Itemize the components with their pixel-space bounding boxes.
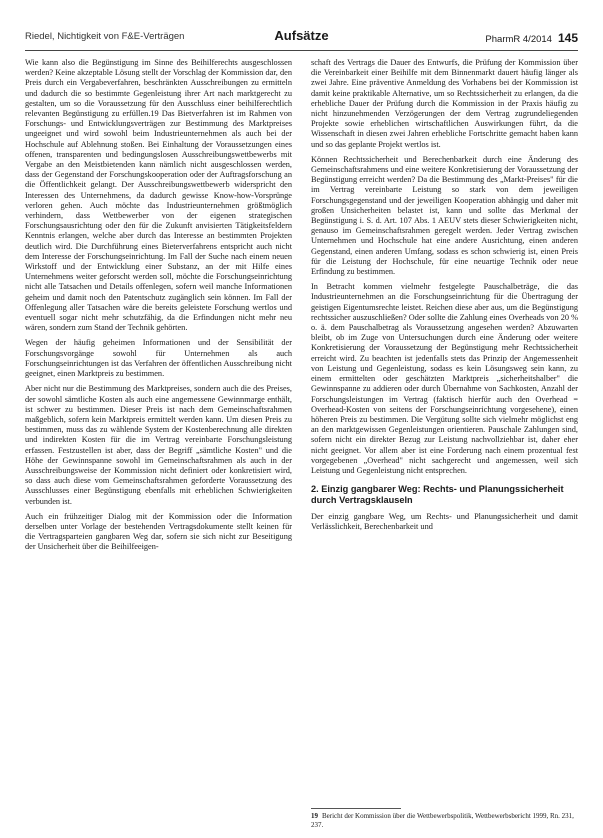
paragraph: Aber nicht nur die Bestimmung des Marktpreises, sondern auch die des Preises, der sowohl sämtliche Kosten als auch eine angemessene Gewinnmarge enthält, ist schwer zu bestimmen. Dieser Preis ist nach dem Gemeinschaftsrahmen maßgeblich, sofern kein Marktpreis ermittelt werden kann. Um diesen Preis zu bestimmen, muss das zu wählende System der Kostenberechnung alle direkten und indirekten Kosten für die im Vertrag vereinbarte Forschungsleistung erfassen. Festzustellen ist aber, dass der Begriff „sämtliche Kosten" und die Höhe der Gewinnspanne sowohl im Gemeinschaftsrahmen als auch in der Ausschreibungsweise der Kommission nicht definiert oder konkretisiert wird, so dass auch diese vom Gemeinschaftsrahmen geforderte Voraussetzung des Ausschlusses einer Begünstigung ebenfalls mit erheblichen Schwierigkeiten verbunden ist. <box>25 384 292 506</box>
left-column <box>25 58 292 558</box>
paragraph: In Betracht kommen vielmehr festgelegte Pauschalbeträge, die das Industrieunternehmen an die Forschungseinrichtung für die Übertragung der geistigen Eigentumsrechte leistet. Reichen diese aber aus, um die Begünstigung rechtssicher auszuschließen? Oder sollte die Zahlung eines Overheads von 20 % o. ä. dem Pauschalbetrag als Voraussetzung angesehen werden? Abzuwarten bleibt, ob im Zuge von Untersuchungen durch eine Änderung oder weitere Konkretisierung der Voraussetzung der Begünstigung mehr Rechtssicherheit erreicht wird. Zu beachten ist jedenfalls stets das Prinzip der Angemessenheit von Leistung und Gegenleistung, sodass es kein Lösungsweg sein kann, zu einem ermittelten oder geschätzten Marktpreis „sicherheitshalber" die Gewinnspanne zu addieren oder durch Übernahme von Sachkosten, Anzahl der Forschungsleistungen im Vertrag (faktisch hierfür auch den Overhead = Overhead-Kosten von seitens der Forschungseinrichtung vorgesehene), einen höheren Preis zu bestimmen. Die Vergütung sollte sich vielmehr möglichst eng an den marktgewissen Gegenleistungen orientieren. Pauschale Zahlungen sind, sofern nicht ein direkter Bezug zur Leistung nachvollziehbar ist, daher eher nicht geeignet. Vor allem aber ist eine Forderung nach einem prozentual fest vorgegebenen „Overhead" nicht sachgerecht und angemessen, weil sich Leistung und Gegenleistung nicht entsprechen. <box>311 282 578 475</box>
paragraph: Können Rechtssicherheit und Berechenbarkeit durch eine Änderung des Gemeinschaftsrahmens und eine weitere Konkretisierung der Voraussetzung der Begünstigung erreicht werden? Da die Bestimmung des „Markt-Preises" für die im Vertrag vereinbarte Leistung so stark von dem jeweiligen Forschungsgegenstand und der jeweiligen Kooperation abhängig und daher mit großen Unsicherheiten belastet ist, kann und sollte das Merkmal der Begünstigung i. S. d. Art. 107 Abs. 1 AEUV stets dieser Schwierigkeiten nicht, genauso im Gemeinschaftsrahmen geregelt werden. Jeder Vertrag zwischen Unternehmen und Hochschule hat eine andere Ausrichtung, einen anderen Gegenstand, einen anderen Umfang, sodass es schon schwierig ist, einen Preis für die Leistung der Hochschule, für eine neuartige Technik oder neue Erfindung zu bestimmen. <box>311 154 578 277</box>
page-number: 145 <box>557 31 578 45</box>
paragraph: schaft des Vertrags die Dauer des Entwurfs, die Prüfung der Kommission über die Vereinbarkeit einer Beihilfe mit dem Binnenmarkt dauert häufig länger als zwei Jahre. Eine präventive Anmeldung des Vorhabens bei der Kommission ist damit keine praktikable Alternative, um so Rechtssicherheit zu erlangen, da die erhebliche Dauer der Prüfung durch die Kommission in der Praxis häufig zu nicht hinzunehmenden Verzögerungen der dem Vertrag zugrundeliegenden Projekte sowie erheblichen wirtschaftlichen Auswirkungen führt, da die Wissenschaft in diesen zwei Jahren erhebliche Fortschritte gemacht haben kann und so das geplante Projekt wertlos ist. <box>311 58 578 149</box>
journal-info <box>485 31 578 45</box>
paragraph: Der einzig gangbare Weg, um Rechts- und Planungssicherheit und damit Verlässlichkeit, Berechenbarkeit und <box>311 512 578 532</box>
journal-issue: PharmR 4/2014 <box>485 34 552 45</box>
running-head-author: Riedel, Nichtigkeit von F&E-Verträgen <box>25 31 185 42</box>
footnote-number: 19 <box>311 812 318 820</box>
section-heading: 2. Einzig gangbarer Weg: Rechts- und Planungssicherheit durch Vertragsklauseln <box>311 484 564 506</box>
footnote-rule <box>311 808 401 809</box>
section-label: Aufsätze <box>274 28 329 43</box>
footnote-text: Bericht der Kommission über die Wettbewerbspolitik, Wettbewerbsbericht 1999, Rn. 231, 237. <box>311 812 574 829</box>
footnote <box>311 812 578 829</box>
paragraph: Wie kann also die Begünstigung im Sinne des Beihilferechts ausgeschlossen werden? Keine akzeptable Lösung stellt der Vorschlag der Kommission dar, den Preis durch ein Vergabeverfahren, beschränkten Ausschreibungen zu ermitteln und dadurch die so bestimmte Gegenleistung ihrer Art nach marktgerecht zu gestalten, um so die Voraussetzung für den Ausschluss einer beihilferechtlich relevanten Begünstigung zu erfüllen.19 Das Bietverfahren ist im Rahmen von Forschungs- und Entwicklungsverträgen zur Bestimmung des Marktpreises ungeeignet und wird sowohl beim Industrieunternehmen als auch bei der Hochschule auf Ablehnung stoßen. Bei Einhaltung der Voraussetzungen eines offenen, transparenten und bedingungslosen Ausschreibungswettbewerbs mit Vergabe an den Meistbietenden kann nämlich nicht ausgeschlossen werden, dass der Gegenstand der Forschungskooperation oder der Auftragsforschung an die Öffentlichkeit gelangt. Der Ausschreibungswettbewerb widerspricht den Interessen des Unternehmens, da dadurch gewisse Know-how-Vorsprünge verloren gehen. Auch möchte das Industrieunternehmen größtmöglich verhindern, dass Wettbewerber von der eigenen strategischen Forschungsausrichtung oder den für die Zukunft anvisierten Tätigkeitsfeldern Kenntnis erlangen, welche aber durch das Interesse an bestimmten Projekten deutlich wird. Die Durchführung eines Bieterverfahrens entspricht auch nicht dem Interesse der Forschungseinrichtung. Im Fall der Suche nach einem neuen Wirkstoff und der Entwicklung einer Substanz, an der mit Hilfe eines Unternehmens weiter geforscht werden soll, möchte die Forschungseinrichtung nicht alle Tatsachen und Details offenlegen, sofern weil manche Informationen geheim und damit noch den Patentschutz zugänglich sein können. Im Fall der Offenlegung aller Tatsachen wäre die bereits geleistete Forschung wertlos und eventuell sogar nicht mehr schutzfähig, da die Erfindungen nicht mehr neu wären, sondern zum Stand der Technik gehörten. <box>25 58 292 333</box>
right-column <box>311 58 578 538</box>
paragraph: Wegen der häufig geheimen Informationen und der Sensibilität der Forschungsvorgänge sowohl für Unternehmen als auch Forschungseinrichtungen ist das Verfahren der öffentlichen Ausschreibung nicht geeignet, einen Marktpreis zu bestimmen. <box>25 338 292 379</box>
paragraph: Auch ein frühzeitiger Dialog mit der Kommission oder die Information derselben unter Vorlage der bestehenden Vertragsdokumente stellt keinen für die Vertragsparteien gangbaren Weg dar, sofern sie sich nicht zur Beseitigung der Unsicherheit über die Beihilfeeigen- <box>25 511 292 552</box>
header-rule <box>25 50 578 51</box>
page-header <box>25 28 578 48</box>
